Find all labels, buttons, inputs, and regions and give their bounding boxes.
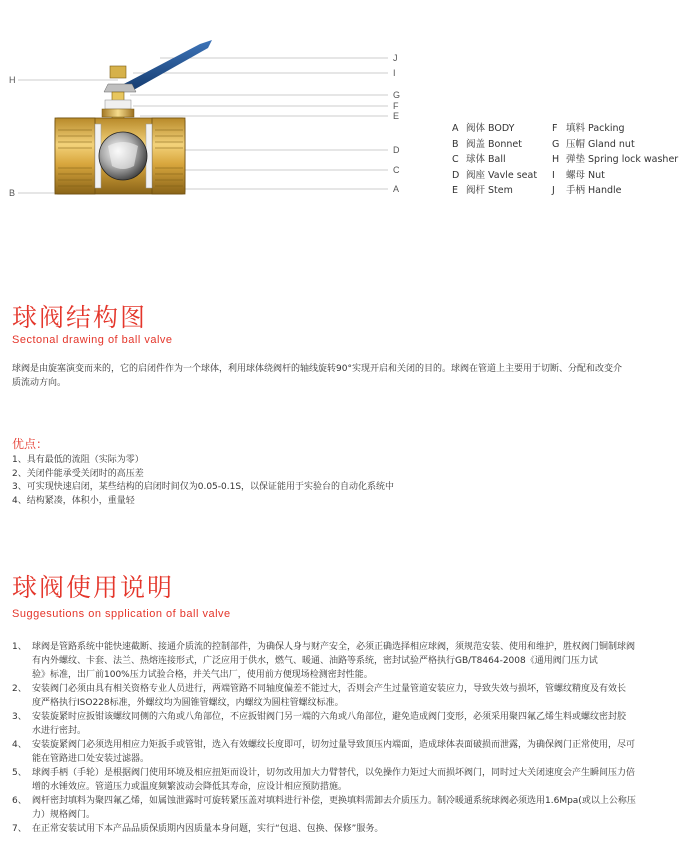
- part-key: I: [552, 169, 555, 181]
- intro-paragraph: [12, 362, 692, 390]
- callout-G: G: [393, 90, 401, 100]
- usage-line: 安装旋紧阀门必须选用相应力矩扳手或管钳，选入有效螺纹长度即可，切勿过量导致顶压内端面，造成球体表面破损而泄露，为确保阀门正常使用，尽可: [32, 740, 636, 750]
- part-key: C: [452, 154, 459, 165]
- usage-line: 在正常安装试用下本产品品质保质期内因质量本身问题，实行“包退、包换、保修”服务。: [32, 824, 384, 834]
- part-name: 弹垫 Spring lock washer: [566, 154, 679, 165]
- usage-number: 7、: [12, 824, 27, 834]
- part-key: A: [452, 123, 459, 134]
- advantages-list: [12, 454, 394, 508]
- part-name: 压帽 Gland nut: [566, 138, 635, 150]
- callout-B: B: [9, 188, 16, 198]
- usage-number: 4、: [12, 740, 27, 750]
- usage-number: 6、: [12, 796, 27, 806]
- advantages-title: 优点：: [12, 437, 49, 451]
- usage-number: 3、: [12, 712, 27, 722]
- intro-line: 质流动方向。: [12, 378, 67, 388]
- section2-subtitle: Suggesutions on spplication of ball valve: [12, 608, 231, 620]
- usage-line: 水进行密封。: [32, 726, 87, 736]
- parts-row: [452, 137, 700, 153]
- part-name: 阀盖 Bonnet: [466, 138, 522, 150]
- usage-line: 验》标准，出厂前100%压力试验合格，并关气出厂，使用前方便现场检测密封性能。: [32, 670, 373, 680]
- part-key: B: [452, 138, 459, 150]
- parts-row: [452, 121, 700, 137]
- advantage-item: 2、关闭件能承受关闭时的高压差: [12, 468, 144, 479]
- advantage-item: 3、可实现快速启闭，某些结构的启闭时间仅为0.05-0.1S，以保证能用于实验台的自动化系统中: [12, 482, 395, 492]
- callout-C: C: [393, 165, 400, 175]
- section1-subtitle: Sectonal drawing of ball valve: [12, 334, 173, 346]
- part-key: G: [552, 138, 560, 150]
- usage-item: [12, 794, 692, 822]
- callout-J: J: [393, 53, 398, 63]
- advantage-item: 4、结构紧凑，体积小，重量轻: [12, 495, 135, 506]
- part-key: F: [552, 123, 558, 134]
- part-name: 球体 Ball: [466, 154, 506, 165]
- usage-number: 2、: [12, 684, 27, 694]
- usage-line: 安装旋紧时应扳钳该螺纹同侧的六角或八角部位，不应扳钳阀门另一端的六角或八角部位，避免造成阀门变形，必须采用聚四氟乙烯生料或螺纹密封胶: [32, 712, 627, 722]
- usage-item: [12, 682, 692, 710]
- part-name: 阀座 Vavle seat: [466, 169, 538, 181]
- callout-I: I: [393, 68, 396, 78]
- usage-line: 阀杆密封填料为聚四氟乙烯，如属蚀泄露时可旋转紧压盖对填料进行补偿，更换填料需卸去介质压力。制冷暖通系统球阀必须选用1.6Mpa(或以上公称压: [32, 796, 636, 806]
- part-key: J: [552, 185, 555, 196]
- part-name: 阀杆 Stem: [466, 185, 513, 196]
- usage-number: 5、: [12, 768, 27, 778]
- parts-row: [452, 168, 700, 184]
- intro-line: 球阀是由旋塞演变而来的，它的启闭件作为一个球体，利用球体绕阀杆的轴线旋转90°实现开启和关闭的目的。球阀在管道上主要用于切断、分配和改变介: [12, 364, 622, 374]
- usage-item: [12, 822, 692, 836]
- usage-line: 球阀手柄（手轮）是根据阀门使用环境及相应扭矩而设计，切勿改用加大力臂替代，以免操作力矩过大而损坏阀门，同时过大关闭速度会产生瞬间压力倍: [32, 768, 636, 778]
- usage-line: 能在管路进口处安装过滤器。: [32, 754, 150, 764]
- usage-number: 1、: [12, 642, 27, 652]
- part-name: 手柄 Handle: [566, 185, 622, 196]
- callout-D: D: [393, 145, 400, 155]
- part-name: 阀体 BODY: [466, 123, 515, 134]
- section2-title: 球阀使用说明: [12, 573, 175, 602]
- section1-title: 球阀结构图: [12, 303, 148, 332]
- part-name: 螺母 Nut: [566, 169, 605, 181]
- part-name: 填料 Packing: [566, 123, 625, 134]
- usage-item: [12, 738, 692, 766]
- usage-list: [12, 640, 692, 836]
- callout-A: A: [393, 184, 400, 194]
- usage-line: 增的水锤效应。管道压力或温度频繁波动会降低其寿命，应设计相应预防措施。: [32, 782, 348, 792]
- usage-item: [12, 766, 692, 794]
- part-key: E: [452, 185, 459, 196]
- part-key: D: [452, 169, 460, 181]
- valve-body: [55, 118, 185, 194]
- callout-F: F: [393, 101, 399, 111]
- parts-row: [452, 183, 700, 199]
- callout-H: H: [9, 75, 16, 85]
- advantage-item: 1、具有最低的流阻（实际为零）: [12, 455, 144, 465]
- parts-legend: [452, 121, 700, 199]
- usage-line: 球阀是管路系统中能快速截断、接通介质流的控制部件，为确保人身与财产安全，必须正确选择相应球阀，须规范安装、使用和维护，胜权阀门铜制球阀: [32, 642, 636, 652]
- usage-line: 力）规格阀门。: [32, 810, 96, 820]
- usage-line: 度严格执行ISO228标准，外螺纹均为圆锥管螺纹，内螺纹为圆柱管螺纹标准。: [32, 698, 344, 708]
- usage-item: [12, 640, 692, 682]
- part-key: H: [552, 154, 560, 165]
- usage-line: 安装阀门必须由具有相关资格专业人员进行，两端管路不同轴度偏差不能过大，否则会产生过量管道安装应力，导致失效与损坏，管螺纹精度及有效长: [32, 684, 627, 694]
- parts-row: [452, 152, 700, 168]
- callout-E: E: [393, 111, 400, 121]
- usage-item: [12, 710, 692, 738]
- usage-line: 有内外螺纹、卡套、法兰、热熔连接形式，广泛应用于供水，燃气、暖通、油路等系统，密封试验严格执行GB/T8464-2008《通用阀门压力试: [32, 656, 598, 666]
